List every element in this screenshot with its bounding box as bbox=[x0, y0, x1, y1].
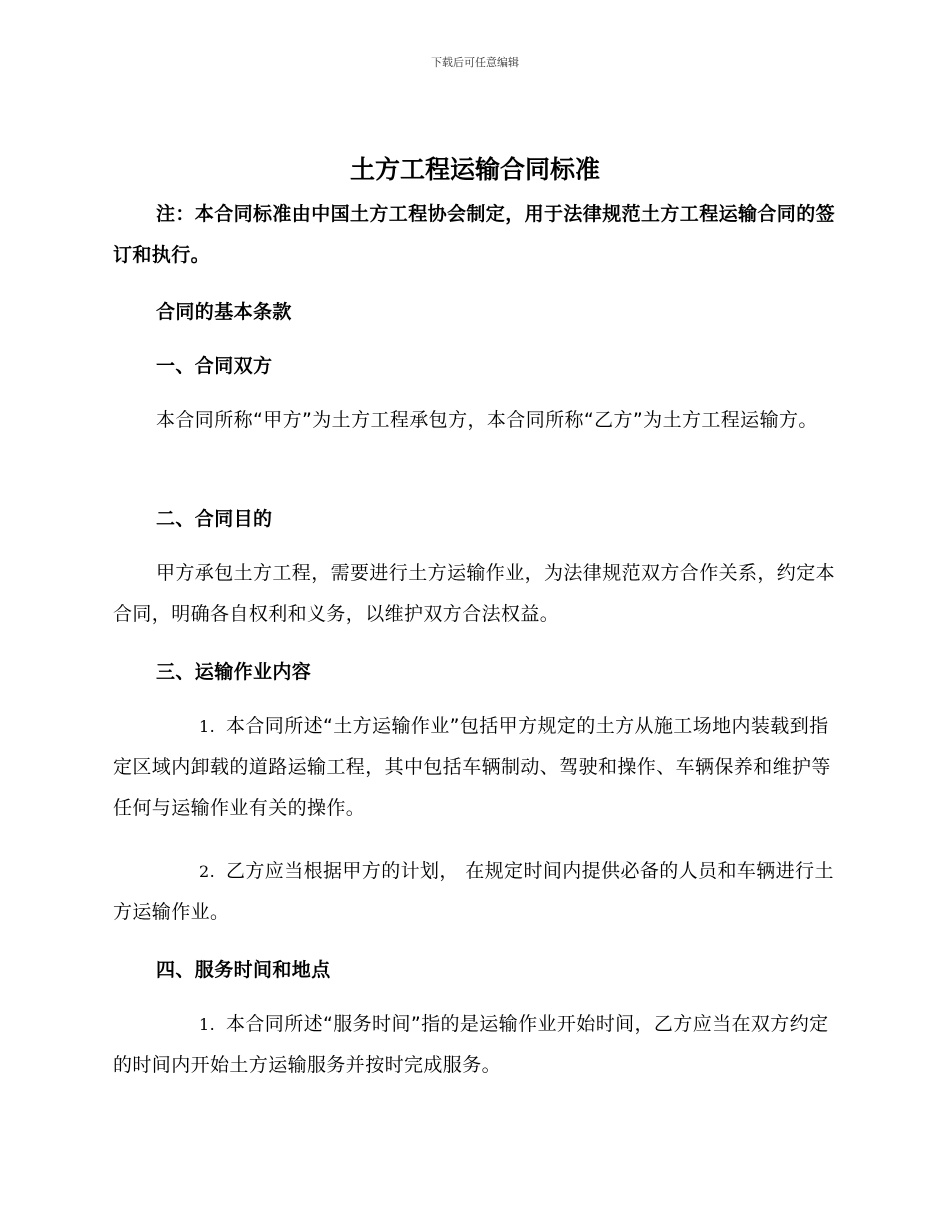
section-3-item-1 bbox=[113, 706, 843, 829]
document-title: 土方工程运输合同标准 bbox=[349, 155, 600, 184]
list-item-text: 乙方应当根据甲方的计划， 在规定时间内提供必备的人员和车辆进行土方运输作业。 bbox=[113, 860, 834, 923]
section-4 bbox=[113, 950, 843, 991]
list-item bbox=[113, 1004, 843, 1086]
section-4-item-1 bbox=[113, 1004, 843, 1086]
list-item-text: 本合同所述“服务时间”指的是运输作业开始时间，乙方应当在双方约定的时间内开始土方运输服务并按时完成服务。 bbox=[113, 1013, 829, 1076]
list-item bbox=[113, 851, 843, 933]
section-1 bbox=[113, 346, 843, 387]
section-3 bbox=[113, 652, 843, 693]
section-1-text: 本合同所称“甲方”为土方工程承包方，本合同所称“乙方”为土方工程运输方。 bbox=[156, 409, 818, 431]
section-2 bbox=[113, 499, 843, 540]
intro-note: 注：本合同标准由中国土方工程协会制定，用于法律规范土方工程运输合同的签订和执行。 bbox=[113, 203, 836, 266]
section-2-heading: 二、合同目的 bbox=[156, 508, 273, 530]
basic-terms-block bbox=[113, 292, 843, 333]
section-3-item-2 bbox=[113, 851, 843, 933]
section-3-heading: 三、运输作业内容 bbox=[156, 661, 312, 683]
header-note: 下载后可任意编辑 bbox=[431, 56, 519, 69]
list-item-text: 本合同所述“土方运输作业”包括甲方规定的土方从施工场地内装载到指定区域内卸载的道路运输工程，其中包括车辆制动、驾驶和操作、车辆保养和维护等任何与运输作业有关的操作。 bbox=[113, 715, 831, 819]
section-4-heading: 四、服务时间和地点 bbox=[156, 959, 331, 981]
section-2-body bbox=[113, 553, 843, 635]
section-1-heading: 一、合同双方 bbox=[156, 355, 273, 377]
section-2-text: 甲方承包土方工程，需要进行土方运输作业，为法律规范双方合作关系，约定本合同，明确各自权利和义务，以维护双方合法权益。 bbox=[113, 562, 836, 625]
document-body bbox=[113, 194, 843, 276]
list-item bbox=[113, 706, 843, 829]
list-item-number: 2. bbox=[199, 862, 216, 881]
list-item-number: 1. bbox=[199, 1015, 216, 1034]
section-1-body bbox=[113, 400, 843, 441]
basic-terms-heading: 合同的基本条款 bbox=[156, 301, 292, 323]
list-item-number: 1. bbox=[199, 717, 216, 736]
